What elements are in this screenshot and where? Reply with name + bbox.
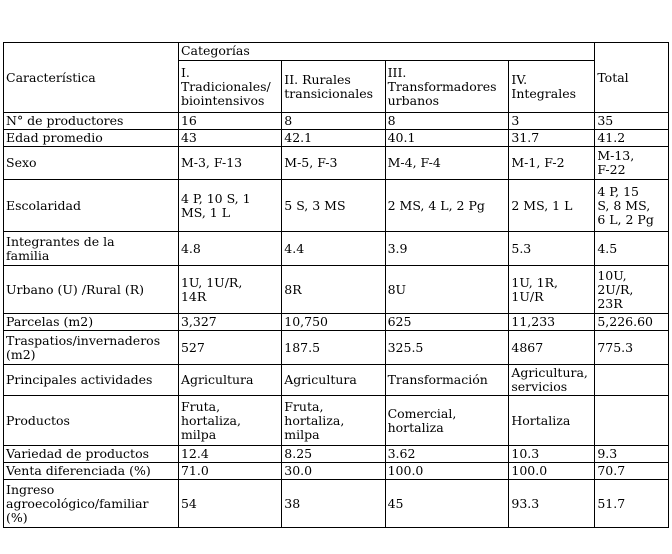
category-cell: 93.3 (509, 480, 595, 528)
category-cell: Fruta, hortaliza, milpa (282, 396, 385, 446)
category-cell: 1U, 1R, 1U/R (509, 266, 595, 314)
header-cat4: IV. Integrales (509, 61, 595, 113)
header-caracteristica: Característica (4, 43, 179, 113)
characteristics-table (3, 42, 669, 528)
category-cell: 3.9 (385, 232, 509, 266)
row-label: Principales actividades (4, 365, 179, 396)
category-cell: M-1, F-2 (509, 147, 595, 180)
total-cell: 41.2 (595, 130, 669, 147)
row-label: Productos (4, 396, 179, 446)
category-cell: 8R (282, 266, 385, 314)
category-cell: 5.3 (509, 232, 595, 266)
category-cell: Agricultura (178, 365, 281, 396)
category-cell: M-3, F-13 (178, 147, 281, 180)
category-cell: 71.0 (178, 463, 281, 480)
category-cell: 2 MS, 1 L (509, 180, 595, 232)
category-cell: 3 (509, 113, 595, 130)
category-cell: 4867 (509, 331, 595, 365)
category-cell: 3,327 (178, 314, 281, 331)
category-cell: 16 (178, 113, 281, 130)
category-cell: M-5, F-3 (282, 147, 385, 180)
category-cell: 3.62 (385, 446, 509, 463)
category-cell: 11,233 (509, 314, 595, 331)
total-cell: 5,226.60 (595, 314, 669, 331)
category-cell: 8U (385, 266, 509, 314)
table-row (4, 130, 669, 147)
table-row (4, 480, 669, 528)
category-cell: Agricultura (282, 365, 385, 396)
table-row (4, 113, 669, 130)
table-row (4, 266, 669, 314)
row-label: Integrantes de la familia (4, 232, 179, 266)
total-cell (595, 396, 669, 446)
row-label: Sexo (4, 147, 179, 180)
category-cell: 45 (385, 480, 509, 528)
total-cell: 35 (595, 113, 669, 130)
category-cell: 325.5 (385, 331, 509, 365)
category-cell: 31.7 (509, 130, 595, 147)
category-cell: 100.0 (385, 463, 509, 480)
row-label: Variedad de productos (4, 446, 179, 463)
table-row (4, 331, 669, 365)
row-label: Urbano (U) /Rural (R) (4, 266, 179, 314)
category-cell: 4.8 (178, 232, 281, 266)
category-cell: 12.4 (178, 446, 281, 463)
header-cat1: I. Tradicionales/ biointensivos (178, 61, 281, 113)
total-cell: M-13, F-22 (595, 147, 669, 180)
category-cell: 43 (178, 130, 281, 147)
category-cell: 100.0 (509, 463, 595, 480)
header-cat2: II. Rurales transicionales (282, 61, 385, 113)
table-row (4, 396, 669, 446)
category-cell: 40.1 (385, 130, 509, 147)
table-row (4, 232, 669, 266)
category-cell: 10,750 (282, 314, 385, 331)
table-row (4, 446, 669, 463)
header-categorias: Categorías (178, 43, 594, 61)
total-cell: 4.5 (595, 232, 669, 266)
category-cell: 2 MS, 4 L, 2 Pg (385, 180, 509, 232)
table-row (4, 365, 669, 396)
row-label: Venta diferenciada (%) (4, 463, 179, 480)
row-label: Ingreso agroecológico/familiar (%) (4, 480, 179, 528)
category-cell: 625 (385, 314, 509, 331)
category-cell: Comercial, hortaliza (385, 396, 509, 446)
total-cell: 4 P, 15 S, 8 MS, 6 L, 2 Pg (595, 180, 669, 232)
category-cell: 1U, 1U/R, 14R (178, 266, 281, 314)
table-row (4, 147, 669, 180)
row-label: Parcelas (m2) (4, 314, 179, 331)
category-cell: 187.5 (282, 331, 385, 365)
row-label: Edad promedio (4, 130, 179, 147)
category-cell: Agricultura, servicios (509, 365, 595, 396)
category-cell: 54 (178, 480, 281, 528)
category-cell: 527 (178, 331, 281, 365)
category-cell: Fruta, hortaliza, milpa (178, 396, 281, 446)
category-cell: 8 (282, 113, 385, 130)
total-cell: 775.3 (595, 331, 669, 365)
category-cell: 8.25 (282, 446, 385, 463)
category-cell: 5 S, 3 MS (282, 180, 385, 232)
category-cell: 38 (282, 480, 385, 528)
header-total: Total (595, 43, 669, 113)
table-row (4, 314, 669, 331)
table-row (4, 463, 669, 480)
table-body (4, 113, 669, 528)
category-cell: Transformación (385, 365, 509, 396)
total-cell (595, 365, 669, 396)
row-label: N° de productores (4, 113, 179, 130)
table-row (4, 180, 669, 232)
total-cell: 10U, 2U/R, 23R (595, 266, 669, 314)
row-label: Escolaridad (4, 180, 179, 232)
category-cell: 42.1 (282, 130, 385, 147)
category-cell: 4 P, 10 S, 1 MS, 1 L (178, 180, 281, 232)
category-cell: M-4, F-4 (385, 147, 509, 180)
category-cell: 30.0 (282, 463, 385, 480)
category-cell: 4.4 (282, 232, 385, 266)
row-label: Traspatios/invernaderos (m2) (4, 331, 179, 365)
header-cat3: III. Transformadores urbanos (385, 61, 509, 113)
total-cell: 51.7 (595, 480, 669, 528)
total-cell: 70.7 (595, 463, 669, 480)
category-cell: 8 (385, 113, 509, 130)
category-cell: Hortaliza (509, 396, 595, 446)
category-cell: 10.3 (509, 446, 595, 463)
total-cell: 9.3 (595, 446, 669, 463)
